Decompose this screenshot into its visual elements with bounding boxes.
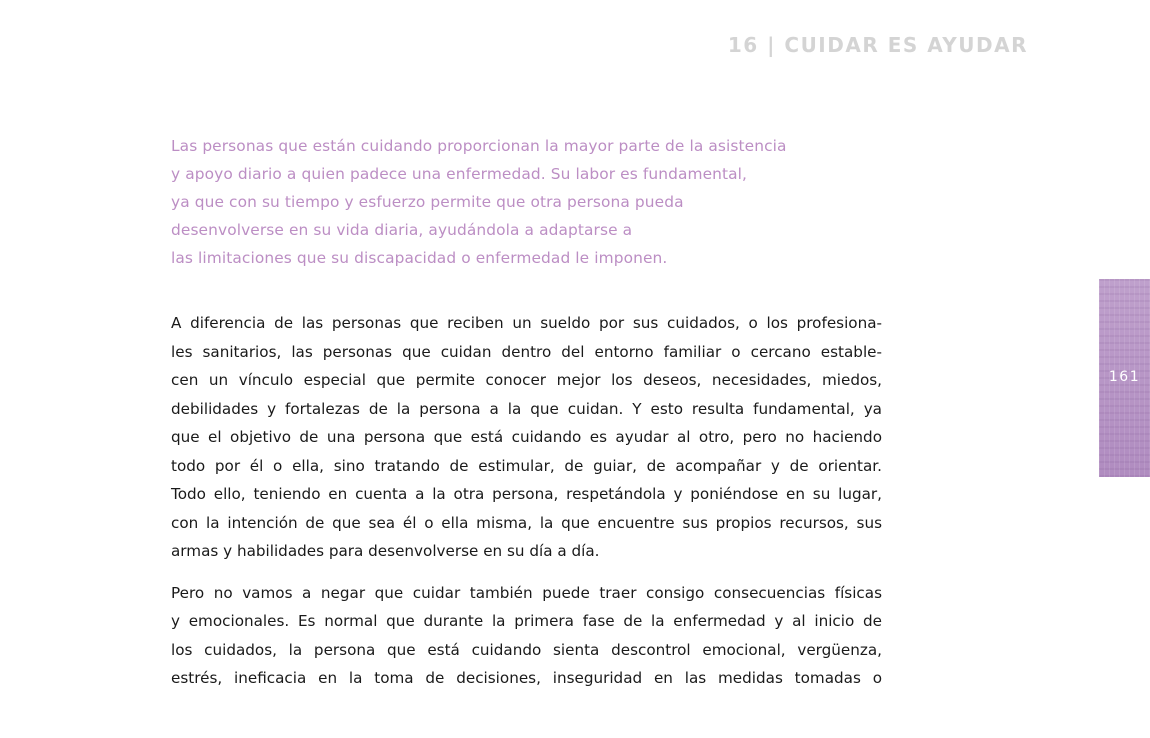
intro-line: y apoyo diario a quien padece una enfermedad. Su labor es fundamental, xyxy=(171,165,748,183)
body-line: los cuidados, la persona que está cuidando sienta descontrol emocional, vergüenza, xyxy=(171,640,882,659)
body-line: y emocionales. Es normal que durante la primera fase de la enfermedad y al inicio de xyxy=(171,612,882,630)
body-line: Todo ello, teniendo en cuenta a la otra persona, respetándola y poniéndose en su lugar, xyxy=(171,485,882,503)
intro-line: ya que con su tiempo y esfuerzo permite que otra persona pueda xyxy=(171,193,684,211)
intro-line: desenvolverse en su vida diaria, ayudándola a adaptarse a xyxy=(171,221,633,239)
body-line: Pero no vamos a negar que cuidar también puede traer consigo consecuencias físicas xyxy=(171,583,882,602)
body-line: estrés, ineficacia en la toma de decisiones, inseguridad en las medidas tomadas o xyxy=(171,669,882,687)
body-line: que el objetivo de una persona que está cuidando es ayudar al otro, pero no haciendo xyxy=(171,428,882,446)
body-line: les sanitarios, las personas que cuidan dentro del entorno familiar o cercano estable- xyxy=(171,342,882,361)
page-number: 161 xyxy=(1108,369,1141,385)
body-text xyxy=(171,309,882,693)
body-paragraph-2 xyxy=(171,579,882,693)
intro-line: Las personas que están cuidando proporcionan la mayor parte de la asistencia xyxy=(171,137,787,155)
intro-line: las limitaciones que su discapacidad o enfermedad le imponen. xyxy=(171,249,668,267)
body-paragraph-1 xyxy=(171,309,882,566)
body-line: cen un vínculo especial que permite conocer mejor los deseos, necesidades, miedos, xyxy=(171,371,882,389)
page-number-tab xyxy=(1099,279,1150,477)
intro-paragraph xyxy=(171,132,871,272)
body-line: debilidades y fortalezas de la persona a la que cuidan. Y esto resulta fundamental, ya xyxy=(171,399,882,418)
body-line: con la intención de que sea él o ella misma, la que encuentre sus propios recursos, sus xyxy=(171,513,882,532)
body-line: armas y habilidades para desenvolverse en su día a día. xyxy=(171,542,600,560)
body-line: todo por él o ella, sino tratando de estimular, de guiar, de acompañar y de orientar. xyxy=(171,456,882,475)
running-header: 16 | CUIDAR ES AYUDAR xyxy=(727,33,1028,57)
body-line: A diferencia de las personas que reciben un sueldo por sus cuidados, o los profesiona- xyxy=(171,314,882,332)
